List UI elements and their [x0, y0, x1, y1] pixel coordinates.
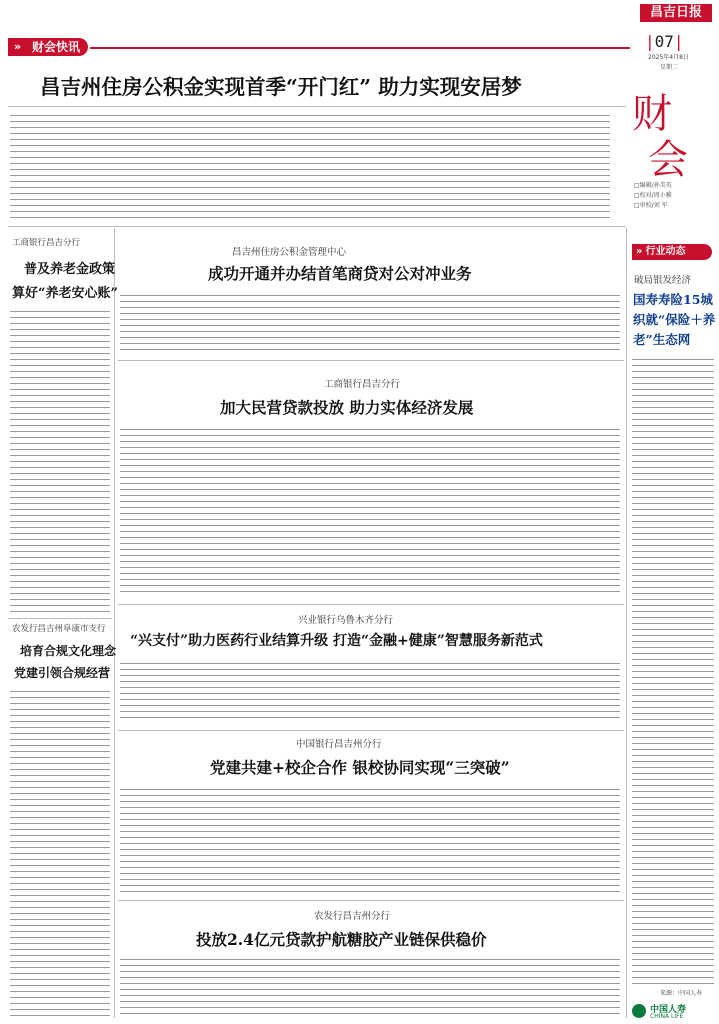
- right-col-divider: [626, 228, 627, 1018]
- center-3-title: “兴支付”助力医药行业结算升级 打造“金融+健康”智慧服务新范式: [130, 633, 543, 649]
- double-chevron-icon: »: [636, 246, 643, 257]
- china-life-emblem-icon: [632, 1004, 646, 1018]
- right-section-tag: » 行业动态: [632, 244, 712, 260]
- right-article-title-1: 国寿寿险15城: [633, 292, 713, 307]
- center-3-body: [120, 660, 620, 720]
- section-label: » 财会快讯: [8, 38, 88, 56]
- center-1-divider: [118, 360, 624, 361]
- masthead: [628, 80, 714, 215]
- right-article-body: [632, 356, 714, 984]
- center-4-title: 党建共建+校企合作 银校协同实现“三突破”: [210, 758, 510, 777]
- center-4-body: [120, 786, 620, 896]
- issue-weekday: 星期二: [660, 64, 679, 71]
- center-5-body: [120, 956, 620, 1018]
- center-2-divider: [118, 604, 624, 605]
- china-life-en: CHINA LIFE: [650, 1013, 684, 1020]
- issue-date: 2025年4月8日: [648, 54, 689, 61]
- left-article-1-org: 工商银行昌吉分行: [12, 238, 81, 248]
- center-1-org: 昌吉州住房公积金管理中心: [232, 247, 347, 258]
- top-section-divider: [8, 226, 626, 227]
- right-article-title-2: 织就“保险＋养: [633, 312, 716, 327]
- china-life-logo: [630, 1002, 716, 1022]
- lead-body: [10, 112, 610, 222]
- center-2-title: 加大民营贷款投放 助力实体经济发展: [220, 398, 474, 417]
- center-1-title: 成功开通并办结首笔商贷对公对冲业务: [208, 264, 472, 283]
- center-5-org: 农发行昌吉州分行: [314, 911, 391, 922]
- left-article-1-title-2: 算好“养老安心账”: [12, 286, 118, 301]
- center-3-org: 兴业银行乌鲁木齐分行: [298, 615, 394, 626]
- center-5-title: 投放2.4亿元贷款护航糖胶产业链保供稳价: [196, 930, 487, 949]
- editor-line: □编辑/孙美英: [634, 182, 672, 189]
- left-article-2-title-1: 培育合规文化理念: [20, 644, 117, 658]
- masthead-char-1: 财: [632, 91, 672, 137]
- center-3-divider: [118, 730, 624, 731]
- right-article-org: 破局银发经济: [634, 275, 692, 286]
- center-1-body: [120, 292, 620, 354]
- right-article-source: 来源：中国人寿: [660, 990, 703, 997]
- center-2-org: 工商银行昌吉分行: [324, 379, 401, 390]
- center-2-body: [120, 426, 620, 596]
- left-col-divider: [114, 228, 115, 1018]
- left-article-1-title-1: 普及养老金政策: [24, 262, 116, 277]
- lead-headline: 昌吉州住房公积金实现首季“开门红” 助力实现安居梦: [40, 75, 522, 99]
- center-4-divider: [118, 900, 624, 901]
- lead-divider: [8, 106, 626, 107]
- left-article-divider: [8, 618, 112, 619]
- header-rule: [90, 47, 630, 49]
- center-4-org: 中国银行昌吉州分行: [296, 739, 382, 750]
- right-article-title-3: 老”生态网: [633, 332, 691, 347]
- review-line: □审校/刘 军: [634, 202, 668, 209]
- page-number: |07|: [645, 32, 684, 51]
- left-article-2-org: 农发行昌吉州阜康市支行: [12, 624, 106, 634]
- left-article-2-body: [10, 688, 110, 1018]
- china-life-cn: 中国人寿: [650, 1005, 687, 1015]
- left-article-2-title-2: 党建引领合规经营: [14, 666, 111, 680]
- masthead-char-2: 会: [648, 137, 688, 183]
- header-brand: 昌吉日报: [640, 4, 712, 22]
- left-article-1-body: [10, 308, 110, 613]
- double-chevron-icon: »: [14, 40, 22, 53]
- proof-line: □校对/周小雅: [634, 192, 672, 199]
